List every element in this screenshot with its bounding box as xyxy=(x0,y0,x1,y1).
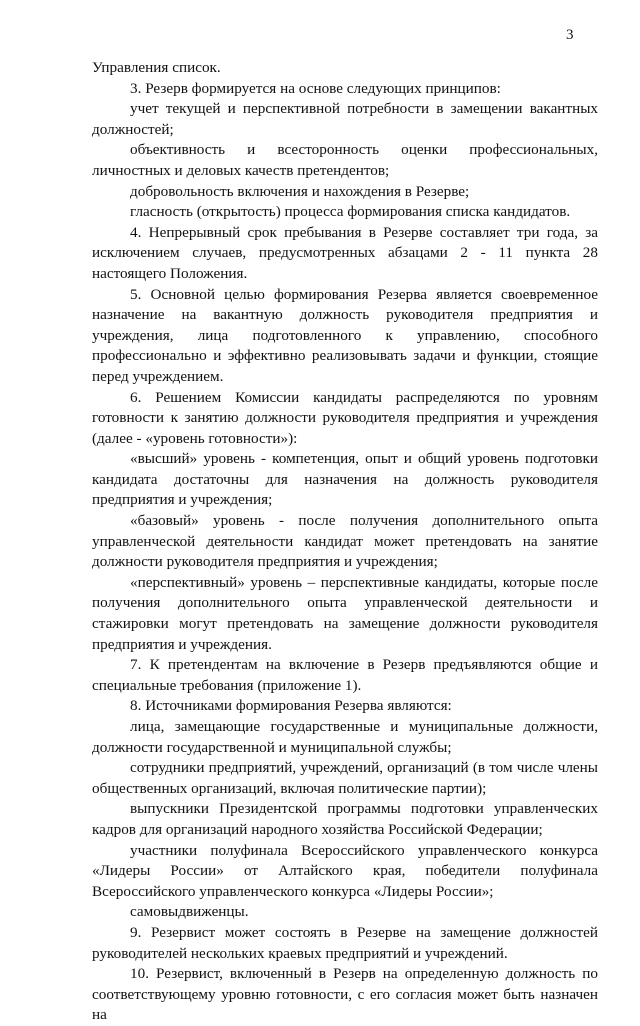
paragraph: 3. Резерв формируется на основе следующих принципов: xyxy=(130,79,501,97)
paragraph: 8. Источниками формирования Резерва являются: xyxy=(130,697,452,715)
paragraph: 9. Резервист может состоять в Резерве на замещение должностей руководителей нескольких краевых предприятий и учреждений. xyxy=(92,923,598,962)
paragraph: «базовый» уровень - после получения дополнительного опыта управленческой деятельности кандидат может претендовать на занятие должности руководителя предприятия и учреждения; xyxy=(92,512,598,571)
paragraph: «перспективный» уровень – перспективные кандидаты, которые после получения дополнительного опыта управленческой деятельности и стажировки могут претендовать на замещение должности руководителя предприятия и учреждения. xyxy=(92,573,598,653)
paragraph: 6. Решением Комиссии кандидаты распределяются по уровням готовности к занятию должности руководителя предприятия и учреждения (далее - «уровень готовности»): xyxy=(92,388,598,447)
paragraph: гласность (открытость) процесса формирования списка кандидатов. xyxy=(130,203,571,221)
paragraph: 10. Резервист, включенный в Резерв на определенную должность по соответствующему уровню готовности, с его согласия может быть назначен на xyxy=(92,965,598,1024)
paragraph: «высший» уровень - компетенция, опыт и общий уровень подготовки кандидата достаточны для назначения на должность руководителя предприятия и учреждения; xyxy=(92,450,598,509)
paragraph: участники полуфинала Всероссийского управленческого конкурса «Лидеры России» от Алтайского края, победители полуфинала Всероссийского управленческого конкурса «Лидеры России»; xyxy=(92,841,598,900)
paragraph: 4. Непрерывный срок пребывания в Резерве составляет три года, за исключением случаев, предусмотренных абзацами 2 - 11 пункта 28 настоящего Положения. xyxy=(92,223,598,282)
paragraph: добровольность включения и нахождения в Резерве; xyxy=(130,182,470,200)
document-body xyxy=(92,58,598,1026)
paragraph: 7. К претендентам на включение в Резерв предъявляются общие и специальные требования (приложение 1). xyxy=(92,656,598,694)
paragraph: объективность и всесторонность оценки профессиональных, личностных и деловых качеств претендентов; xyxy=(92,141,598,179)
paragraph: сотрудники предприятий, учреждений, организаций (в том числе члены общественных организаций, включая политические партии); xyxy=(92,759,598,797)
page-number: 3 xyxy=(566,27,574,43)
paragraph: Управления список. xyxy=(92,59,221,76)
paragraph: лица, замещающие государственные и муниципальные должности, должности государственной и муниципальной службы; xyxy=(92,718,598,756)
paragraph: 5. Основной целью формирования Резерва является своевременное назначение на вакантную должность руководителя предприятия и учреждения, лица подготовленного к управлению, способного профессионально и эффективно реализовывать задачи и функции, стоящие перед учреждением. xyxy=(92,285,598,385)
paragraph: выпускники Президентской программы подготовки управленческих кадров для организаций народного хозяйства Российской Федерации; xyxy=(92,800,598,838)
paragraph: учет текущей и перспективной потребности в замещении вакантных должностей; xyxy=(92,100,598,138)
paragraph: самовыдвиженцы. xyxy=(130,903,249,921)
